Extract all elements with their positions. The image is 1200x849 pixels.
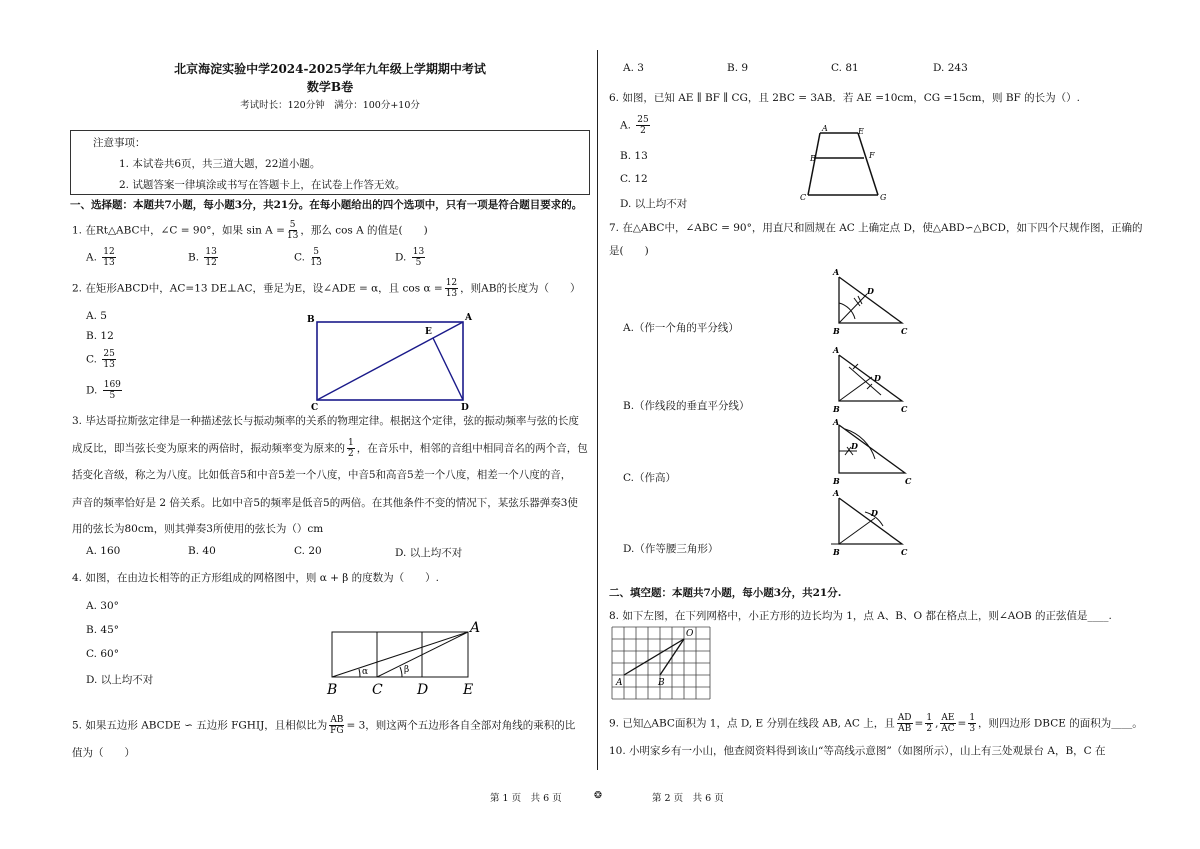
q7-option-a[interactable]: A.（作一个角的平分线） [623,322,739,334]
q6-trapezoid-figure [800,123,890,203]
exam-title: 北京海淀实验中学2024-2025学年九年级上学期期中考试 [174,62,486,76]
q1-option-d[interactable]: D. $\frac{13}{5}$ [395,247,425,268]
q1-text: 1. 在Rt△ABC中，∠C = 90°，如果 sin A = [72,224,285,237]
svg-text:E: E [858,127,864,136]
q6-option-d[interactable]: D. 以上均不对 [620,198,688,210]
question-5: 5. 如果五边形 ABCDE ∽ 五边形 FGHIJ，且相似比为 $\frac{AB}{FG}$ = 3，则这两个五边形各自全部对角线的乘积的比 [72,715,576,736]
q3-option-b[interactable]: B. 40 [188,545,216,557]
section2-heading: 二、填空题：本题共7小题，每小题3分，共21分. [609,587,842,599]
svg-text:C: C [905,476,912,485]
question-8: 8. 如下左图，在下列网格中，小正方形的边长均为 1，点 A、B、O 都在格点上，则∠AOB 的正弦值是____. [609,610,1112,622]
q7-figure-b [827,345,912,413]
q1-option-a[interactable]: A. $\frac{12}{13}$ [86,247,115,268]
q2-option-b[interactable]: B. 12 [86,330,114,342]
column-divider [597,50,598,770]
svg-text:D: D [874,373,881,383]
question-10: 10. 小明家乡有一小山，他查阅资料得到该山“等高线示意图”（如图所示），山上有三处观景台 A，B，C 在 [609,745,1106,757]
footer-page-right: 第 2 页 共 6 页 [652,793,724,804]
q7-figure-a [827,267,912,335]
svg-text:O: O [686,629,694,639]
q5-option-d[interactable]: D. 243 [933,62,968,74]
svg-text:C: C [311,403,319,410]
svg-text:G: G [880,193,887,202]
svg-text:D: D [417,682,429,698]
q4-option-c[interactable]: C. 60° [86,648,119,660]
q7-line1: 7. 在△ABC中，∠ABC = 90°，用直尺和圆规在 AC 上确定点 D，使△ABD∽△BCD，如下四个尺规作图，正确的 [609,222,1143,234]
q3-line1: 3. 毕达哥拉斯弦定律是一种描述弦长与振动频率的关系的物理定律。根据这个定律，弦的振动频率与弦的长度 [72,415,579,427]
q7-figure-d [827,488,912,556]
svg-text:D: D [851,441,858,451]
q7-option-b[interactable]: B.（作线段的垂直平分线） [623,400,750,412]
q6-option-c[interactable]: C. 12 [620,173,648,185]
q5-option-a[interactable]: A. 3 [623,62,644,74]
svg-text:B: B [833,326,840,335]
q3-line3: 括变化音级，称之为八度。比如低音5和中音5差一个八度，中音5和高音5差一个八度，相差一个八度的音， [72,469,572,481]
q4-option-d[interactable]: D. 以上均不对 [86,674,154,686]
svg-text:B: B [810,154,816,163]
q3-option-d[interactable]: D. 以上均不对 [395,547,463,559]
q7-option-c[interactable]: C.（作高） [623,472,676,484]
svg-text:C: C [372,682,383,698]
q1-fraction: $\frac{5}{13}$ [286,220,299,241]
footer-center-mark: ❂ [594,790,602,801]
q1-text-end: ，那么 cos A 的值是( ) [300,224,428,237]
question-4: 4. 如图，在由边长相等的正方形组成的网格图中，则 α + β 的度数为（ ）. [72,572,440,584]
question-6: 6. 如图，已知 AE ∥ BF ∥ CG，且 2BC = 3AB．若 AE =10cm，CG =15cm，则 BF 的长为（）. [609,92,1081,104]
svg-text:B: B [307,315,315,325]
q1-option-c[interactable]: C. $\frac{5}{13}$ [294,247,322,268]
left-column [70,55,590,770]
section1-heading: 一、选择题：本题共7小题，每小题3分，共21分。在每小题给出的四个选项中，只有一项是符合题目要求的。 [70,199,583,211]
svg-text:D: D [871,508,878,518]
exam-subtitle: 数学B卷 [306,80,354,94]
q3-line4: 声音的频率恰好是 2 倍关系。比如中音5的频率是低音5的两倍。在其他条件不变的情况下，某弦乐器弹奏3使 [72,497,578,509]
notice-item: 1. 本试卷共6页，共三道大题，22道小题。 [119,158,321,170]
svg-text:B: B [833,476,840,485]
svg-text:A: A [616,678,623,688]
question-1 [72,220,428,241]
svg-text:A: A [833,488,840,498]
right-column [605,55,1143,770]
svg-text:A: A [833,267,840,277]
q7-line2: 是( ) [609,245,649,257]
question-2: 2. 在矩形ABCD中，AC=13 DE⊥AC，垂足为E，设∠ADE = α，且 cos α = $\frac{12}{13}$ ，则AB的长度为（ ） [72,278,581,299]
svg-text:F: F [869,151,875,160]
svg-text:C: C [901,547,908,556]
svg-text:β: β [404,665,410,675]
q2-option-c[interactable]: C. $\frac{25}{13}$ [86,349,115,370]
svg-text:A: A [833,417,840,427]
q6-option-b[interactable]: B. 13 [620,150,648,162]
q4-option-a[interactable]: A. 30° [86,600,119,612]
q2-option-d[interactable]: D. $\frac{169}{5}$ [86,380,121,401]
q5-option-b[interactable]: B. 9 [727,62,749,74]
svg-text:A: A [833,345,840,355]
svg-text:E: E [463,682,474,698]
q2-rectangle-figure [305,310,475,410]
q7-option-d[interactable]: D.（作等腰三角形） [623,543,719,555]
svg-text:A: A [465,313,472,323]
svg-text:C: C [800,193,807,202]
svg-text:A: A [822,124,828,133]
svg-text:B: B [327,682,338,698]
q3-line5: 用的弦长为80cm，则其弹奏3所使用的弦长为（）cm [72,523,324,535]
q3-option-c[interactable]: C. 20 [294,545,322,557]
svg-text:A: A [470,620,481,636]
q3-line2: 成反比，即当弦长变为原来的两倍时，振动频率变为原来的 $\frac{1}{2}$ ，在音乐中，相邻的音组中相同音名的两个音，包 [72,438,588,459]
q6-option-a[interactable]: A. $\frac{25}{2}$ [620,115,649,136]
q5-option-c[interactable]: C. 81 [831,62,859,74]
question-9: 9. 已知△ABC面积为 1，点 D, E 分别在线段 AB, AC 上，且 $\frac{AD}{AB}$ = $\frac{1}{2}$ , $\frac{AE}{AC}$ = $\frac{1}{3}$ ，则四边形 DBCE 的面积为____。 [609,713,1143,734]
svg-text:B: B [833,547,840,556]
svg-text:α: α [362,667,369,677]
svg-text:E: E [425,327,432,337]
svg-text:C: C [901,404,908,413]
q5-line2: 值为（ ） [72,747,135,759]
notice-heading: 注意事项： [93,137,146,149]
notice-box [70,130,590,195]
q8-grid-figure [610,625,712,703]
q1-option-b[interactable]: B. $\frac{13}{12}$ [188,247,217,268]
notice-item: 2. 试题答案一律填涂或书写在答题卡上，在试卷上作答无效。 [119,179,406,191]
svg-text:D: D [867,286,874,296]
footer-page-left: 第 1 页 共 6 页 [490,793,562,804]
svg-text:B: B [658,678,665,688]
q3-option-a[interactable]: A. 160 [86,545,121,557]
q7-figure-c [827,417,912,485]
q4-grid-figure [320,570,495,700]
svg-text:D: D [461,403,469,410]
q4-option-b[interactable]: B. 45° [86,624,120,636]
svg-text:B: B [833,404,840,413]
q2-option-a[interactable]: A. 5 [86,310,107,322]
exam-info: 考试时长：120分钟 满分：100分+10分 [240,100,420,111]
svg-text:C: C [901,326,908,335]
